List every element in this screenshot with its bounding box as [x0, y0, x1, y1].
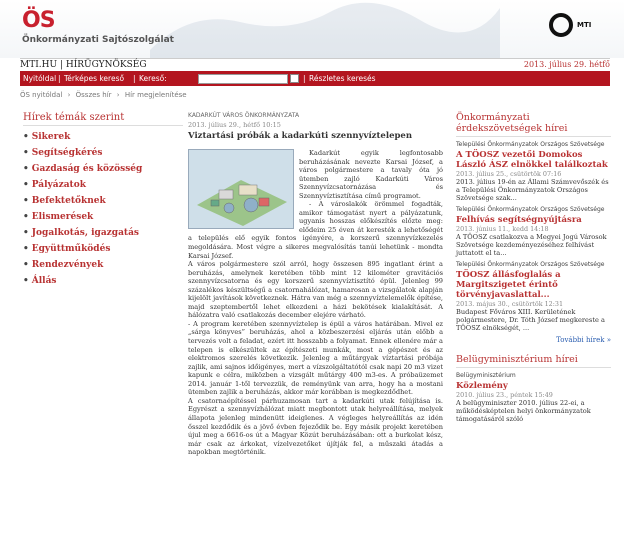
breadcrumb-current: Hír megjelenítése — [124, 91, 187, 99]
topic-item-allas[interactable] — [23, 276, 183, 286]
article-paragraph: - A program keretében szennyvíztelep is épül a város határában. Mivel ez „sárga könyves” beruházás, ahol a közbeszerzési eljárás után előbb a tervezés volt a feladat, ezért itt hosszabb a folyamat. Ennek ellenére már a telepen is elkészültek az építészeti munkák, most a gépészet és az elektromos szerelés következik. Jelenleg a műtárgyak víztartási próbája zajlik, ami sajnos időigényes, mert a vízszolgáltatótól csak napi 20 m3 vizet kapunk e célra, miközben a vizsgált műtárgy 400 m3-es. A próbaüzemet 2014. január 1-től tervezzük, de reményünk van arra, hogy ha a mostani ütemben zajlik a beruházás, akkor már korábban is megkezdődhet. — [188, 319, 443, 397]
news-title-link[interactable]: TÖOSZ állásfoglalás a Margitszigetet érintő törvényjavaslattal... — [456, 269, 561, 300]
topic-item-befektetoknek[interactable] — [23, 196, 183, 206]
top-bar — [20, 58, 610, 70]
news-title-link[interactable]: Felhívás segítségnyújtásra — [456, 214, 582, 225]
bullet-icon: • — [23, 132, 29, 142]
search-input[interactable] — [198, 74, 288, 84]
topic-item-rendezvenyek[interactable] — [23, 260, 183, 270]
search-submit-button[interactable] — [290, 74, 299, 83]
topic-label: Együttműködés — [31, 244, 111, 254]
breadcrumb — [20, 91, 190, 99]
topic-item-sikerek[interactable] — [23, 132, 183, 142]
bullet-icon: • — [23, 196, 29, 206]
article-body — [188, 149, 443, 457]
article-paragraph: - A városlakók örömmel fogadták, amikor támogatást nyert a pályázatunk, ugyanis hosszas előkészítés előzte meg: elődeim 25 éven át keresték a lehetőségét a település elő egyik fontos igényére, a korszerű szennyvízkezelés megoldására. Most végre a sikeres megvalósítás tanúi lehetünk - mondta Karsai József. — [188, 200, 443, 260]
topic-item-gazdasag[interactable] — [23, 164, 183, 174]
mti-logo[interactable] — [549, 13, 597, 37]
news-excerpt: Budapest Főváros XIII. Kerületének polgármestere, Dr. Tóth József megkereste a TÖOSZ elnökségét, ... — [456, 307, 605, 333]
main-nav — [20, 71, 610, 86]
news-item — [456, 206, 611, 257]
breadcrumb-all-news[interactable]: Összes hír — [75, 91, 112, 99]
news-item — [456, 261, 611, 332]
mti-circle-icon — [549, 13, 573, 37]
bullet-icon: • — [23, 148, 29, 158]
nav-home-link[interactable]: Nyitóldal — [23, 74, 57, 83]
article — [188, 112, 443, 457]
article-paragraph: Kadarkút egyik legfontosabb beruházásának nevezte Karsai József, a város polgármestere a tavaly óta jó ütemben zajló Kadarkúti Város Szennyvízcsatornázása és Szennyvíztisztítása című programot. — [299, 149, 443, 200]
nav-detailed-search-link[interactable]: Részletes keresés — [309, 74, 376, 83]
logo-mark: ÖS — [22, 8, 55, 33]
article-paragraph: A város polgármestere szól arról, hogy összesen 895 ingatlant érint a beruházás, amelynek keretében több mint 12 kilométer gravitációs szennyvízcsatorna és egy korszerű szennyvíztisztító épül. Jelenleg 99 százalékos készültségű a csatornahálózat, hamarosan a vizsgálatok alapján kijelölt javítások következnek. Hátra van még a szennyvíztelemelők építése, majd szeptembertől lehet elkezdeni a házi bekötések kialakítását. A hálózatra való csatlakozás december elejére várható. — [188, 260, 443, 320]
nav-map-search-link[interactable]: Térképes kereső — [64, 74, 125, 83]
topic-label: Sikerek — [31, 132, 71, 142]
news-source: Belügyminisztérium — [456, 372, 516, 380]
bullet-icon: • — [23, 180, 29, 190]
nav-separator: | — [303, 74, 306, 83]
bullet-icon: • — [23, 212, 29, 222]
mti-logo-text: MTI — [577, 21, 592, 29]
bullet-icon: • — [23, 244, 29, 254]
article-date: 2013. július 29., hétfő 10:15 — [188, 121, 281, 129]
news-item — [456, 372, 611, 423]
topic-label: Jogalkotás, igazgatás — [31, 228, 139, 238]
mti-hu-link[interactable]: MTI.HU — [20, 60, 58, 70]
news-source: Települési Önkormányzatok Országos Szövetsége — [456, 141, 605, 148]
topic-item-palyazatok[interactable] — [23, 180, 183, 190]
right-sidebar — [456, 112, 611, 427]
breadcrumb-separator: › — [67, 91, 71, 99]
topic-label: Elismerések — [31, 212, 94, 222]
site-links — [20, 60, 147, 70]
news-source: Települési Önkormányzatok Országos Szövetsége — [456, 206, 605, 214]
bullet-icon: • — [23, 276, 29, 286]
nav-search-label: Kereső: — [139, 74, 167, 83]
news-date: 2013. július 25., csütörtök 07:16 — [456, 169, 562, 178]
news-title-link[interactable]: Közlemény — [456, 380, 508, 391]
article-image[interactable] — [188, 149, 294, 229]
article-title: Viztartási próbák a kadarkúti szennyvíztelepen — [188, 131, 413, 141]
news-item — [456, 141, 611, 202]
site-header — [0, 0, 624, 58]
breadcrumb-home[interactable]: ÖS nyitóldal — [20, 91, 63, 99]
topic-label: Segítségkérés — [31, 148, 103, 158]
hirugynokseg-link[interactable]: HÍRÜGYNÖKSÉG — [65, 60, 147, 70]
topic-label: Pályázatok — [31, 180, 86, 190]
bullet-icon: • — [23, 260, 29, 270]
nav-separator: | — [133, 74, 136, 83]
bullet-icon: • — [23, 228, 29, 238]
topic-label: Rendezvények — [31, 260, 104, 270]
topic-label: Állás — [31, 276, 57, 286]
topic-item-egyuttmukodes[interactable] — [23, 244, 183, 254]
ministry-news-heading: Belügyminisztérium hírei — [456, 354, 611, 368]
europe-map-background — [130, 0, 510, 58]
topic-item-segitsegkeres[interactable] — [23, 148, 183, 158]
article-paragraph: A csatornaépítéssel párhuzamosan tart a kadarkúti utak felújítása is. Egyrészt a szennyvízhálózat miatt megbontott utak helyreállítása, melyek állapota jelenleg mindenütt ideiglenes. A végleges helyreállítás az idén ősszel kezdődik és a jövő évben fejeződik be. Egy másik projekt keretében újul meg a 6616-os út a Magyar Közút beruházásában: ott a burkolat kész, már csak az árkokat, vízelvezetőket újítják fel, a műszaki átadás a napokban megtörténik. — [188, 396, 443, 457]
topic-item-jogalkotas[interactable] — [23, 228, 183, 238]
plant-rendering-image — [189, 150, 294, 229]
news-date: 2013. június 11., kedd 14:18 — [456, 224, 549, 233]
topic-item-elismeresek[interactable] — [23, 212, 183, 222]
logo-subtitle: Önkormányzati Sajtószolgálat — [22, 35, 174, 45]
news-source: Települési Önkormányzatok Országos Szövetsége — [456, 261, 605, 269]
os-logo[interactable] — [22, 10, 174, 45]
topic-sidebar — [23, 112, 183, 292]
topic-sidebar-heading: Hírek témák szerint — [23, 112, 183, 126]
association-news-heading: Önkormányzati érdekszövetségek hírei — [456, 112, 611, 137]
topic-label: Gazdaság és közösség — [31, 164, 143, 174]
news-date: 2010. július 23., péntek 15:49 — [456, 390, 553, 399]
current-date: 2013. július 29. hétfő — [523, 60, 610, 69]
article-category[interactable]: KADARKÚT VÁROS ÖNKORMÁNYZATA — [188, 112, 300, 119]
news-date: 2013. május 30., csütörtök 12:31 — [456, 299, 564, 308]
news-excerpt: A belügyminiszter 2010. július 22-ei, a működésképtelen helyi önkormányzatok támogatásáról szóló — [456, 398, 591, 424]
bullet-icon: • — [23, 164, 29, 174]
news-title-link[interactable]: A TÖOSZ vezetői Domokos László ÁSZ elnökkel találkoztak — [456, 149, 608, 170]
nav-separator: | — [58, 74, 61, 83]
news-excerpt: A TÖOSZ csatlakozva a Megyei Jogú Városok Szövetsége kezdeményezéséhez felhívást juttatott el ta... — [456, 232, 607, 258]
news-excerpt: 2013. július 19-én az Állami Számvevőszék és a Települési Önkormányzatok Országos Szövetsége szak... — [456, 177, 609, 202]
breadcrumb-separator: › — [116, 91, 120, 99]
more-news-link[interactable]: További hírek » — [556, 336, 611, 345]
topic-label: Befektetőknek — [31, 196, 106, 206]
topbar-separator: | — [59, 60, 63, 70]
